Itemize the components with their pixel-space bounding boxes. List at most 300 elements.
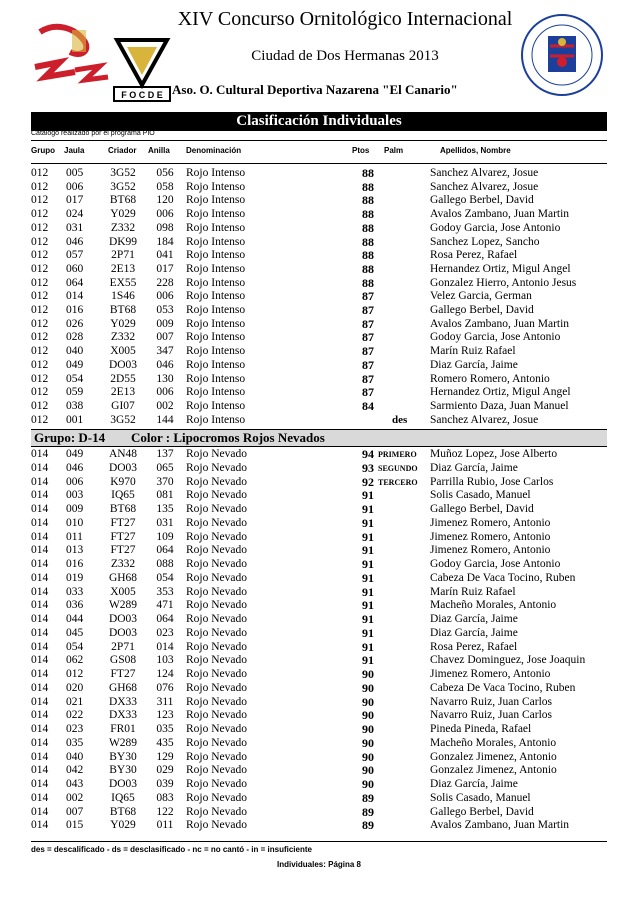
cell-nombre: Solis Casado, Manuel	[430, 791, 531, 804]
cell-denominacion: Rojo Nevado	[186, 613, 248, 625]
cell-criador: BT68	[109, 304, 137, 316]
table-row	[0, 668, 638, 681]
cell-nombre: Hernandez Ortiz, Migul Angel	[430, 386, 571, 399]
cell-criador: K970	[110, 475, 136, 488]
table-row	[0, 167, 638, 180]
cell-criador: AN48	[108, 448, 138, 460]
cell-jaula: 002	[66, 791, 84, 804]
cell-ptos: 90	[362, 763, 374, 778]
cell-grupo: 014	[31, 448, 49, 460]
cell-nombre: Godoy Garcia, Jose Antonio	[430, 331, 561, 344]
cell-criador: W289	[108, 599, 138, 612]
cell-denominacion: Rojo Intenso	[186, 317, 246, 330]
cell-ptos: 87	[362, 303, 374, 317]
cell-jaula: 005	[66, 167, 84, 179]
cell-denominacion: Rojo Intenso	[186, 249, 246, 262]
cell-criador: GH68	[108, 681, 138, 694]
cell-criador: IQ65	[111, 489, 135, 502]
cell-jaula: 016	[66, 558, 84, 570]
cell-criador: 2D55	[110, 372, 136, 385]
cell-grupo: 012	[31, 304, 49, 316]
cell-nombre: Jimenez Romero, Antonio	[430, 516, 551, 529]
association-name: Aso. O. Cultural Deportiva Nazarena "El Canario"	[172, 82, 458, 97]
legend: des = descalificado - ds = desclasificado - nc = no cantó - in = insuficiente	[31, 845, 312, 854]
cell-grupo: 012	[31, 345, 49, 358]
cell-anilla: 123	[156, 709, 174, 722]
cell-anilla: 006	[156, 386, 174, 399]
cell-ptos: 90	[362, 777, 374, 791]
cell-nombre: Jimenez Romero, Antonio	[430, 544, 551, 557]
cell-denominacion: Rojo Intenso	[186, 262, 246, 275]
cell-ptos: 88	[362, 193, 374, 208]
cell-grupo: 012	[31, 331, 49, 344]
cell-ptos: 87	[362, 357, 374, 372]
cell-nombre: Hernandez Ortiz, Migul Angel	[430, 262, 571, 275]
cell-nombre: Chavez Dominguez, Jose Joaquin	[430, 654, 586, 667]
cell-nombre: Gallego Berbel, David	[430, 304, 534, 316]
cell-criador: 1S46	[111, 290, 135, 303]
table-row	[0, 345, 638, 358]
cell-jaula: 006	[66, 180, 84, 193]
cell-criador: GH68	[108, 571, 138, 584]
table-row	[0, 531, 638, 544]
cell-criador: Z332	[110, 558, 136, 570]
table-row	[0, 517, 638, 530]
table-row	[0, 277, 638, 290]
cell-grupo: 014	[31, 764, 49, 777]
cell-jaula: 019	[66, 571, 84, 584]
cell-anilla: 083	[156, 791, 174, 804]
col-header-nombre: Apellidos, Nombre	[440, 146, 511, 155]
cell-jaula: 043	[66, 778, 84, 790]
cell-jaula: 046	[66, 461, 84, 474]
cell-jaula: 040	[66, 345, 84, 358]
cell-jaula: 031	[66, 221, 84, 234]
cell-anilla: 006	[156, 290, 174, 303]
cell-denominacion: Rojo Nevado	[186, 791, 248, 804]
cell-criador: 2P71	[111, 640, 135, 653]
cell-jaula: 060	[66, 262, 84, 275]
cell-ptos: 91	[362, 584, 374, 599]
cell-criador: 2P71	[111, 249, 135, 262]
cell-nombre: Avalos Zambano, Juan Martin	[430, 819, 570, 832]
cell-criador: W289	[108, 736, 138, 749]
cell-jaula: 015	[66, 819, 84, 832]
cell-jaula: 010	[66, 516, 84, 529]
cell-jaula: 012	[66, 668, 84, 680]
cell-anilla: 435	[156, 736, 174, 749]
cell-grupo: 014	[31, 681, 49, 694]
table-row	[0, 194, 638, 207]
cell-denominacion: Rojo Intenso	[186, 304, 246, 316]
cell-palm: TERCERO	[378, 477, 418, 487]
cell-criador: BT68	[109, 194, 137, 207]
cell-nombre: Sanchez Lopez, Sancho	[430, 235, 540, 248]
cell-ptos: 88	[362, 261, 374, 276]
cell-anilla: 081	[156, 489, 174, 502]
cell-anilla: 103	[156, 654, 174, 667]
table-row	[0, 627, 638, 640]
cell-denominacion: Rojo Nevado	[186, 585, 248, 598]
cell-denominacion: Rojo Intenso	[186, 345, 246, 358]
cell-denominacion: Rojo Nevado	[186, 571, 248, 584]
cell-grupo: 014	[31, 475, 49, 488]
cell-jaula: 017	[66, 194, 84, 207]
cell-ptos: 91	[362, 639, 374, 654]
cell-anilla: 039	[156, 778, 174, 790]
cell-denominacion: Rojo Nevado	[186, 819, 248, 832]
header-top-rule	[31, 140, 607, 141]
cell-denominacion: Rojo Intenso	[186, 386, 246, 399]
cell-denominacion: Rojo Nevado	[186, 475, 248, 488]
cell-nombre: Sanchez Alvarez, Josue	[430, 180, 539, 193]
table-row	[0, 222, 638, 235]
cell-jaula: 045	[66, 626, 84, 639]
cell-nombre: Godoy Garcia, Jose Antonio	[430, 221, 561, 234]
cell-jaula: 038	[66, 399, 84, 412]
cell-grupo: 012	[31, 399, 49, 412]
cell-denominacion: Rojo Nevado	[186, 750, 248, 763]
table-row	[0, 181, 638, 194]
cell-denominacion: Rojo Nevado	[186, 805, 248, 818]
cell-jaula: 026	[66, 317, 84, 330]
cell-anilla: 122	[156, 805, 174, 818]
cell-ptos: 88	[362, 166, 374, 180]
cell-ptos: 89	[362, 804, 374, 819]
cell-grupo: 012	[31, 358, 49, 371]
col-header-anilla: Anilla	[148, 146, 170, 155]
cell-jaula: 016	[66, 304, 84, 316]
table-row	[0, 373, 638, 386]
cell-grupo: 014	[31, 489, 49, 502]
cell-ptos: 88	[362, 179, 374, 194]
cell-grupo: 012	[31, 194, 49, 207]
cell-jaula: 059	[66, 386, 84, 399]
cell-nombre: Pineda Pineda, Rafael	[430, 723, 532, 735]
cell-nombre: Parrilla Rubio, Jose Carlos	[430, 475, 554, 488]
cell-jaula: 007	[66, 805, 84, 818]
cell-denominacion: Rojo Nevado	[186, 530, 248, 543]
cell-nombre: Godoy Garcia, Jose Antonio	[430, 558, 561, 570]
cell-criador: 2E13	[110, 262, 136, 275]
col-header-criador: Criador	[108, 146, 137, 155]
cell-anilla: 054	[156, 571, 174, 584]
col-header-ptos: Ptos	[352, 146, 370, 155]
table-row	[0, 792, 638, 805]
cell-grupo: 014	[31, 736, 49, 749]
cell-denominacion: Rojo Intenso	[186, 358, 246, 371]
cell-ptos: 90	[362, 735, 374, 750]
cell-nombre: Marín Ruiz Rafael	[430, 345, 516, 358]
cell-ptos: 88	[362, 234, 374, 249]
cell-anilla: 076	[156, 681, 174, 694]
cell-nombre: Sarmiento Daza, Juan Manuel	[430, 399, 569, 412]
cell-nombre: Gonzalez Hierro, Antonio Jesus	[430, 276, 577, 289]
cell-anilla: 184	[156, 235, 174, 248]
cell-nombre: Navarro Ruiz, Juan Carlos	[430, 709, 552, 722]
cell-denominacion: Rojo Nevado	[186, 503, 248, 515]
table-row	[0, 654, 638, 667]
table-row	[0, 806, 638, 819]
cell-ptos: 91	[362, 488, 374, 503]
table-row	[0, 414, 638, 427]
cell-denominacion: Rojo Nevado	[186, 461, 248, 474]
cell-anilla: 347	[156, 345, 174, 358]
cell-criador: DX33	[108, 709, 138, 722]
cell-jaula: 054	[66, 372, 84, 385]
cell-anilla: 124	[156, 668, 174, 680]
table-row	[0, 751, 638, 764]
cell-jaula: 042	[66, 764, 84, 777]
cell-nombre: Rosa Perez, Rafael	[430, 249, 518, 262]
cell-nombre: Diaz García, Jaime	[430, 626, 518, 639]
cell-anilla: 011	[156, 819, 174, 832]
cell-anilla: 088	[156, 558, 174, 570]
cell-ptos: 91	[362, 515, 374, 530]
cell-anilla: 109	[156, 530, 174, 543]
cell-jaula: 054	[66, 640, 84, 653]
group-color: Color : Lipocromos Rojos Nevados	[131, 430, 325, 445]
catalog-note: Catálogo realizado por el programa PIO	[31, 130, 155, 137]
cell-ptos: 87	[362, 330, 374, 345]
cell-anilla: 370	[156, 475, 174, 488]
header-bottom-rule	[31, 163, 607, 164]
cell-jaula: 049	[66, 448, 84, 460]
cell-grupo: 014	[31, 805, 49, 818]
cell-denominacion: Rojo Nevado	[186, 668, 248, 680]
table-row	[0, 709, 638, 722]
cell-ptos: 91	[362, 653, 374, 668]
table-row	[0, 290, 638, 303]
cell-ptos: 87	[362, 344, 374, 359]
table-row	[0, 572, 638, 585]
cell-ptos: 92	[362, 474, 374, 489]
table-row	[0, 331, 638, 344]
cell-anilla: 129	[156, 750, 174, 763]
cell-denominacion: Rojo Intenso	[186, 372, 246, 385]
cell-denominacion: Rojo Intenso	[186, 290, 246, 303]
cell-grupo: 014	[31, 544, 49, 557]
cell-anilla: 064	[156, 544, 174, 557]
col-header-jaula: Jaula	[64, 146, 85, 155]
cell-ptos: 88	[362, 248, 374, 263]
cell-jaula: 036	[66, 599, 84, 612]
cell-anilla: 009	[156, 317, 174, 330]
cell-criador: FT27	[110, 668, 136, 680]
table-row	[0, 778, 638, 791]
cell-nombre: Solis Casado, Manuel	[430, 489, 531, 502]
cell-palm: SEGUNDO	[378, 463, 418, 473]
cell-ptos: 84	[362, 398, 374, 413]
cell-anilla: 017	[156, 262, 174, 275]
cell-denominacion: Rojo Nevado	[186, 681, 248, 694]
cell-nombre: Macheño Morales, Antonio	[430, 736, 557, 749]
cell-grupo: 012	[31, 221, 49, 234]
cell-grupo: 014	[31, 778, 49, 790]
cell-grupo: 014	[31, 503, 49, 515]
cell-denominacion: Rojo Nevado	[186, 736, 248, 749]
cell-nombre: Marín Ruiz Rafael	[430, 585, 516, 598]
cell-denominacion: Rojo Intenso	[186, 235, 246, 248]
cell-nombre: Romero Romero, Antonio	[430, 372, 550, 385]
cell-ptos: 93	[362, 460, 374, 475]
cell-denominacion: Rojo Intenso	[186, 221, 246, 234]
cell-jaula: 035	[66, 736, 84, 749]
cell-criador: DO03	[108, 626, 138, 639]
cell-criador: DO03	[108, 613, 138, 625]
cell-grupo: 012	[31, 413, 49, 426]
page-footer: Individuales: Página 8	[276, 860, 362, 869]
cell-criador: 2E13	[110, 386, 136, 399]
cell-denominacion: Rojo Intenso	[186, 167, 246, 179]
cell-denominacion: Rojo Nevado	[186, 599, 248, 612]
cell-jaula: 044	[66, 613, 84, 625]
cell-grupo: 014	[31, 668, 49, 680]
cell-denominacion: Rojo Intenso	[186, 208, 246, 221]
cell-denominacion: Rojo Nevado	[186, 558, 248, 570]
cell-criador: BT68	[109, 805, 137, 818]
cell-ptos: 94	[362, 447, 374, 461]
cell-denominacion: Rojo Intenso	[186, 331, 246, 344]
cell-criador: BY30	[109, 764, 137, 777]
cell-grupo: 014	[31, 750, 49, 763]
cell-anilla: 064	[156, 613, 174, 625]
focde-logo	[112, 35, 172, 105]
cell-ptos: 91	[362, 625, 374, 640]
cell-criador: DK99	[108, 235, 138, 248]
cell-nombre: Jimenez Romero, Antonio	[430, 530, 551, 543]
cell-nombre: Cabeza De Vaca Tocino, Ruben	[430, 571, 576, 584]
cell-jaula: 033	[66, 585, 84, 598]
cell-ptos: 87	[362, 385, 374, 400]
cell-nombre: Diaz García, Jaime	[430, 613, 518, 625]
cell-nombre: Diaz García, Jaime	[430, 358, 518, 371]
cell-denominacion: Rojo Nevado	[186, 640, 248, 653]
cell-denominacion: Rojo Intenso	[186, 399, 246, 412]
cell-denominacion: Rojo Nevado	[186, 778, 248, 790]
cell-anilla: 135	[156, 503, 174, 515]
cell-ptos: 87	[362, 371, 374, 386]
cell-jaula: 020	[66, 681, 84, 694]
cell-grupo: 014	[31, 571, 49, 584]
cell-nombre: Jimenez Romero, Antonio	[430, 668, 551, 680]
cell-ptos: 90	[362, 694, 374, 709]
cell-jaula: 062	[66, 654, 84, 667]
cell-denominacion: Rojo Nevado	[186, 709, 248, 722]
cell-criador: X005	[110, 585, 136, 598]
cell-anilla: 053	[156, 304, 174, 316]
cell-nombre: Macheño Morales, Antonio	[430, 599, 557, 612]
cell-ptos: 90	[362, 722, 374, 736]
cell-criador: Y029	[110, 208, 136, 221]
table-row	[0, 641, 638, 654]
table-row	[0, 503, 638, 516]
cell-jaula: 023	[66, 723, 84, 735]
table-row	[0, 599, 638, 612]
cell-nombre: Diaz García, Jaime	[430, 778, 518, 790]
cell-anilla: 065	[156, 461, 174, 474]
cell-grupo: 014	[31, 709, 49, 722]
cell-anilla: 144	[156, 413, 174, 426]
table-row	[0, 613, 638, 626]
cell-criador: Z332	[110, 221, 136, 234]
cell-anilla: 046	[156, 358, 174, 371]
cell-criador: EX55	[109, 276, 137, 289]
table-row	[0, 723, 638, 736]
cell-criador: DO03	[108, 358, 138, 371]
cell-anilla: 120	[156, 194, 174, 207]
cell-criador: GI07	[111, 399, 135, 412]
cell-ptos: 87	[362, 289, 374, 304]
cell-anilla: 029	[156, 764, 174, 777]
table-row	[0, 558, 638, 571]
table-row	[0, 249, 638, 262]
cell-criador: BY30	[109, 750, 137, 763]
cell-grupo: 014	[31, 640, 49, 653]
table-row	[0, 386, 638, 399]
cell-grupo: 014	[31, 530, 49, 543]
cell-anilla: 130	[156, 372, 174, 385]
cell-denominacion: Rojo Nevado	[186, 544, 248, 557]
cell-anilla: 098	[156, 221, 174, 234]
cell-jaula: 011	[66, 530, 83, 543]
cell-anilla: 041	[156, 249, 174, 262]
group-heading-d14	[31, 429, 607, 447]
cell-criador: DO03	[108, 778, 138, 790]
cell-grupo: 014	[31, 723, 49, 735]
table-row	[0, 400, 638, 413]
cell-nombre: Gallego Berbel, David	[430, 194, 534, 207]
cell-criador: 3G52	[110, 180, 136, 193]
cell-criador: Z332	[110, 331, 136, 344]
cell-grupo: 014	[31, 626, 49, 639]
cell-grupo: 014	[31, 654, 49, 667]
col-header-palm: Palm	[384, 146, 404, 155]
table-row	[0, 476, 638, 489]
cell-ptos: 90	[362, 667, 374, 681]
group-label: Grupo: D-14	[34, 430, 106, 445]
cell-nombre: Velez Garcia, German	[430, 290, 532, 303]
cell-grupo: 014	[31, 585, 49, 598]
cell-jaula: 022	[66, 709, 84, 722]
cell-jaula: 013	[66, 544, 84, 557]
cell-nombre: Muñoz Lopez, Jose Alberto	[430, 448, 558, 460]
ornithology-logo-left	[30, 22, 110, 92]
cell-denominacion: Rojo Nevado	[186, 516, 248, 529]
cell-grupo: 012	[31, 208, 49, 221]
table-row	[0, 737, 638, 750]
cell-jaula: 009	[66, 503, 84, 515]
cell-nombre: Avalos Zambano, Juan Martin	[430, 208, 570, 221]
cell-nombre: Gonzalez Jimenez, Antonio	[430, 750, 557, 763]
cell-ptos: 91	[362, 598, 374, 613]
table-row	[0, 236, 638, 249]
cell-nombre: Cabeza De Vaca Tocino, Ruben	[430, 681, 576, 694]
cell-grupo: 012	[31, 290, 49, 303]
cell-denominacion: Rojo Nevado	[186, 489, 248, 502]
cell-grupo: 014	[31, 461, 49, 474]
cell-criador: DX33	[108, 695, 138, 708]
cell-ptos: 91	[362, 612, 374, 626]
cell-grupo: 012	[31, 167, 49, 179]
cell-denominacion: Rojo Nevado	[186, 626, 248, 639]
col-header-grupo: Grupo	[31, 146, 55, 155]
cell-criador: Y029	[110, 819, 136, 832]
table-row	[0, 819, 638, 832]
cell-jaula: 064	[66, 276, 84, 289]
cell-grupo: 014	[31, 819, 49, 832]
cell-ptos: 90	[362, 680, 374, 695]
